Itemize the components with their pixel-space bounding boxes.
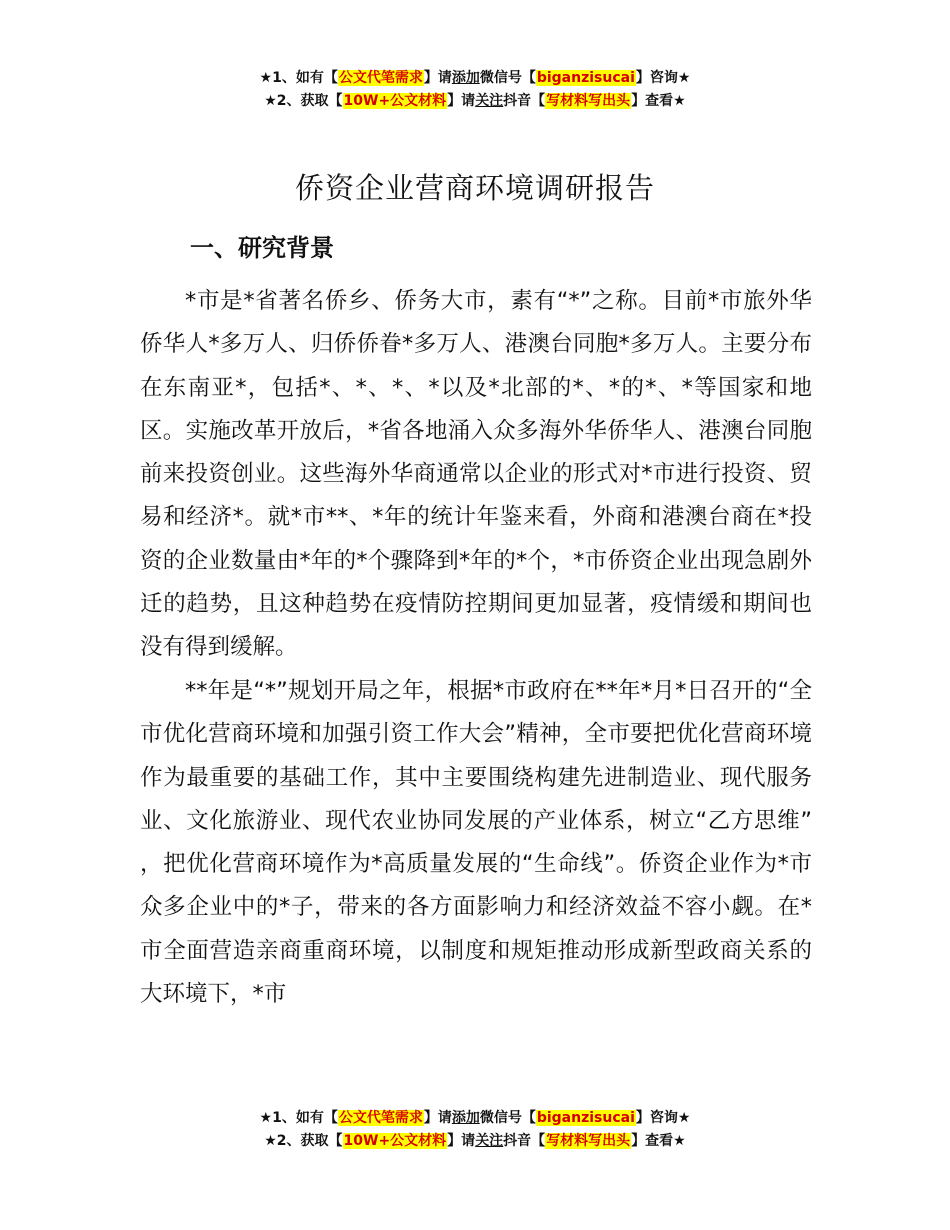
promo-underlined: 添加 — [451, 70, 480, 86]
promo-text: 】请 — [447, 1133, 476, 1149]
promo-text: ★1、如有【 — [259, 70, 338, 86]
promo-highlight: 写材料写出头 — [546, 93, 631, 109]
promo-line-1 — [0, 67, 950, 90]
body-paragraph: *市是*省著名侨乡、侨务大市，素有“*”之称。目前*市旅外华侨华人*多万人、归侨侨眷*多万人、港澳台同胞*多万人。主要分布在东南亚*，包括*、*、*、*以及*北部的*、*的*、*等国家和地区。实施改革开放后，*省各地涌入众多海外华侨华人、港澳台同胞前来投资创业。这些海外华商通常以企业的形式对*市进行投资、贸易和经济*。就*市**、*年的统计年鉴来看，外商和港澳台商在*投资的企业数量由*年的*个骤降到*年的*个，*市侨资企业出现急剧外迁的趋势，且这种趋势在疫情防控期间更加显著，疫情缓和期间也没有得到缓解。 — [140, 288, 812, 661]
promo-text: 抖音【 — [503, 93, 546, 109]
promo-line-2 — [0, 90, 950, 113]
promo-line-2 — [0, 1130, 950, 1153]
promo-text: 】请 — [447, 93, 476, 109]
promo-text: ★2、获取【 — [264, 93, 343, 109]
promo-text: ★1、如有【 — [259, 1110, 338, 1126]
promo-highlight: 写材料写出头 — [546, 1133, 631, 1149]
promo-highlight: 10W+公文材料 — [343, 1133, 447, 1149]
promo-highlight: biganzisucai — [536, 1110, 635, 1126]
promo-text: 微信号【 — [479, 1110, 536, 1126]
promo-text: 】咨询★ — [635, 70, 691, 86]
promo-text: 】查看★ — [631, 93, 686, 109]
promo-underlined: 添加 — [451, 1110, 480, 1126]
promo-text: 】咨询★ — [635, 1110, 691, 1126]
promo-banner-bottom — [0, 1107, 950, 1153]
promo-banner-top — [0, 67, 950, 113]
promo-text: ★2、获取【 — [264, 1133, 343, 1149]
promo-text: 】查看★ — [631, 1133, 686, 1149]
promo-text: 】请 — [423, 1110, 452, 1126]
promo-text: 微信号【 — [479, 70, 536, 86]
promo-highlight: 10W+公文材料 — [343, 93, 447, 109]
promo-line-1 — [0, 1107, 950, 1130]
body-paragraph: **年是“*”规划开局之年，根据*市政府在**年*月*日召开的“全市优化营商环境和加强引资工作大会”精神，全市要把优化营商环境作为最重要的基础工作，其中主要围绕构建先进制造业、现代服务业、文化旅游业、现代农业协同发展的产业体系，树立“乙方思维” ，把优化营商环境作为*高质量发展的“生命线”。侨资企业作为*市众多企业中的*子，带来的各方面影响力和经济效益不容小觑。在*市全面营造亲商重商环境，以制度和规矩推动形成新型政商关系的大环境下，*市 — [140, 678, 812, 1008]
promo-highlight: 公文代笔需求 — [338, 70, 423, 86]
promo-text: 抖音【 — [503, 1133, 546, 1149]
promo-underlined: 关注 — [475, 1133, 504, 1149]
promo-highlight: biganzisucai — [536, 70, 635, 86]
document-title: 侨资企业营商环境调研报告 — [294, 171, 655, 205]
promo-text: 】请 — [423, 70, 452, 86]
promo-highlight: 公文代笔需求 — [338, 1110, 423, 1126]
promo-underlined: 关注 — [475, 93, 504, 109]
section-heading: 一、研究背景 — [190, 234, 334, 262]
